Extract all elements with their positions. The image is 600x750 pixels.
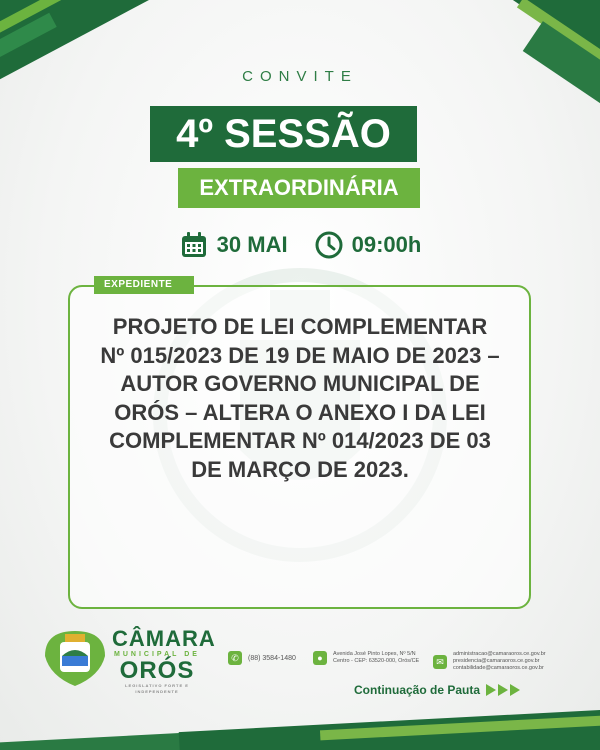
invite-label: CONVITE bbox=[242, 68, 358, 85]
email-text: administracao@camaraoros.ce.gov.br presidencia@camaraoros.ce.gov.br contabilidade@camaraoros.ce.gov.br bbox=[453, 651, 546, 671]
location-icon: ● bbox=[313, 651, 327, 665]
brand-line-3: ORÓS bbox=[119, 657, 195, 684]
contact-phone bbox=[228, 651, 296, 665]
address-text: Avenida José Pinto Lopes, Nº 5/N Centro - CEP: 63520-000, Orós/CE bbox=[333, 651, 420, 664]
session-subtitle: EXTRAORDINÁRIA bbox=[178, 168, 420, 208]
session-title: 4º SESSÃO bbox=[150, 106, 417, 162]
chamber-brand bbox=[112, 626, 216, 695]
continuation-label bbox=[354, 683, 520, 697]
event-time: 09:00h bbox=[351, 232, 422, 257]
brand-line-1: CÂMARA bbox=[112, 626, 216, 651]
agenda-text: PROJETO DE LEI COMPLEMENTAR Nº 015/2023 DE 19 DE MAIO DE 2023 – AUTOR GOVERNO MUNICIPAL DE ORÓS – ALTERA O ANEXO I DA LEI COMPLEMENTAR Nº 014/2023 DE 03 DE MARÇO DE 2023. bbox=[100, 314, 500, 482]
agenda-tag: EXPEDIENTE bbox=[94, 276, 194, 294]
contact-email bbox=[433, 651, 563, 672]
brand-line-4: LEGISLATIVO FORTE E INDEPENDENTE bbox=[125, 683, 189, 694]
clock-icon bbox=[314, 230, 344, 260]
calendar-icon bbox=[179, 230, 209, 260]
municipal-seal-logo bbox=[40, 626, 110, 692]
phone-text: (88) 3584-1480 bbox=[248, 654, 296, 662]
event-date: 30 MAI bbox=[216, 232, 288, 257]
contact-address bbox=[313, 651, 423, 665]
event-datetime bbox=[0, 230, 600, 260]
corner-stripe bbox=[0, 732, 201, 750]
mail-icon: ✉ bbox=[433, 655, 447, 669]
continuation-text: Continuação de Pauta bbox=[354, 683, 481, 697]
chevron-right-icon bbox=[486, 684, 520, 696]
phone-icon: ✆ bbox=[228, 651, 242, 665]
brand-line-2: MUNICIPAL DE bbox=[114, 651, 200, 658]
